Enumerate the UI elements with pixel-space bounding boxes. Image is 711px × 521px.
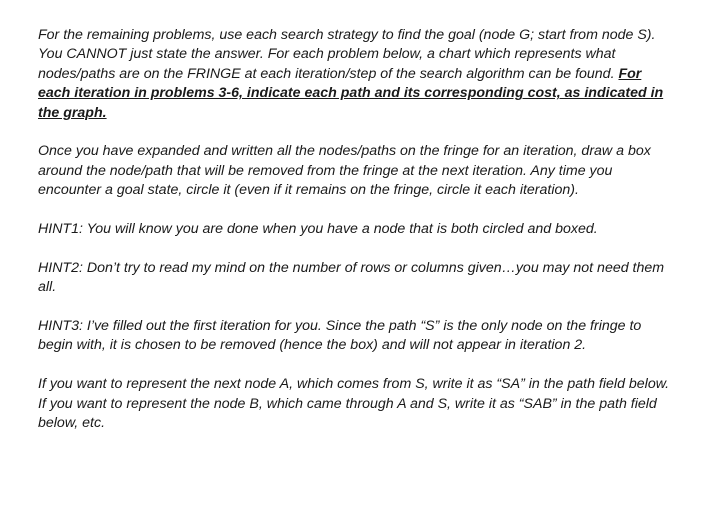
path-notation-paragraph: If you want to represent the next node A, which comes from S, write it as “SA” in the path field below. If you want to represent the node B, which came through A and S, write it as “SAB” in the path field below, etc. [38,376,670,432]
intro-text: For the remaining problems, use each search strategy to find the goal (node G; start from node S). You CANNOT just state the answer. For each problem below, a chart which represents what nodes/paths are on the FRINGE at each iteration/step of the search algorithm can be found. [38,27,656,82]
hint1-paragraph: HINT1: You will know you are done when you have a node that is both circled and boxed. [38,221,598,238]
document-body [38,26,674,453]
instructions-paragraph: Once you have expanded and written all the nodes/paths on the fringe for an iteration, draw a box around the node/path that will be removed from the fringe at the next iteration. Any time you encounter a goal state, circle it (even if it remains on the fringe, circle it each iteration). [38,143,651,199]
intro-emphasis: For each iteration in problems 3-6, indicate each path and its corresponding cost, as indicated in the graph. [38,65,664,121]
intro-paragraph [38,26,674,123]
hint3-paragraph: HINT3: I’ve filled out the first iteration for you. Since the path “S” is the only node on the fringe to begin with, it is chosen to be removed (hence the box) and will not appear in iteration 2. [38,318,642,354]
hint2-paragraph: HINT2: Don’t try to read my mind on the number of rows or columns given…you may not need them all. [38,259,665,296]
